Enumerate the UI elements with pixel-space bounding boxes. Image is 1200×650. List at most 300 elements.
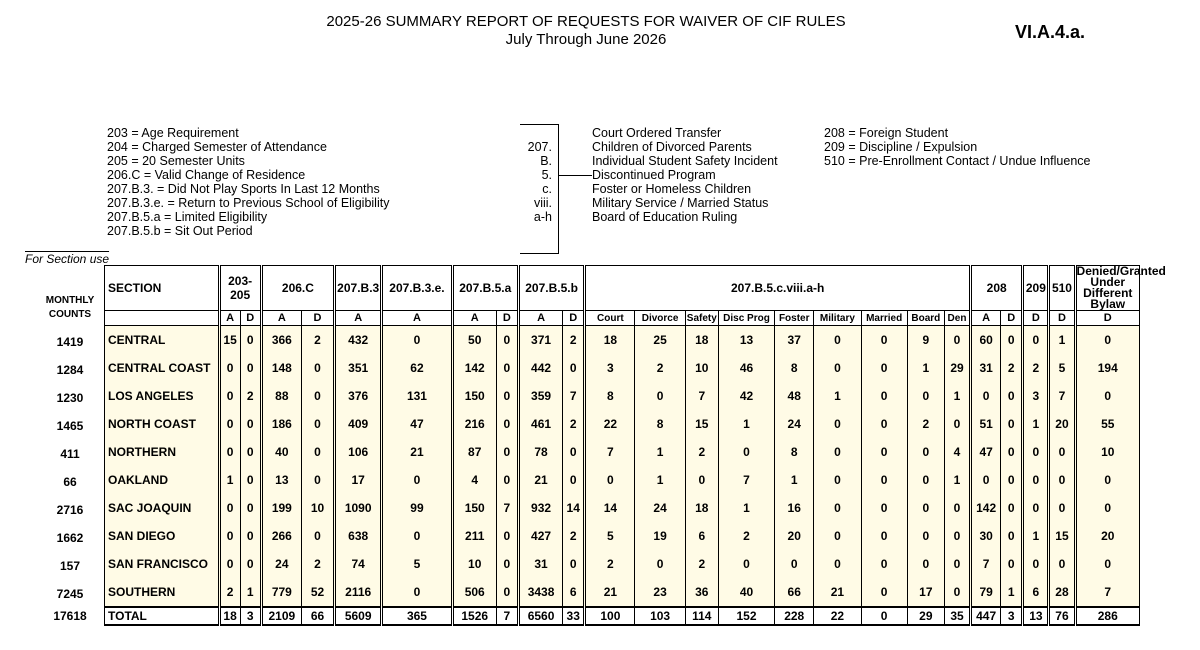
table-cell: 427 xyxy=(518,522,562,550)
table-cell: 199 xyxy=(261,494,301,522)
table-cell: 0 xyxy=(1049,494,1075,522)
table-cell: 0 xyxy=(814,494,861,522)
monthly-counts-column xyxy=(30,328,110,624)
legend-item: 205 = 20 Semester Units xyxy=(107,154,245,168)
table-cell: 50 xyxy=(452,326,496,355)
group-header: 207.B.3.e. xyxy=(382,266,452,311)
monthly-count: 157 xyxy=(59,559,81,573)
section-header: SECTION xyxy=(105,266,220,311)
table-cell: 779 xyxy=(261,578,301,607)
table-cell: 432 xyxy=(335,326,382,355)
monthly-count: 1284 xyxy=(56,363,84,377)
table-cell: 14 xyxy=(585,494,635,522)
table-cell: 9 xyxy=(907,326,944,355)
table-cell: 0 xyxy=(219,494,240,522)
table-cell: 10 xyxy=(452,550,496,578)
table-cell: 66 xyxy=(775,578,814,607)
table-cell: 0 xyxy=(219,382,240,410)
table-cell: 2 xyxy=(585,550,635,578)
table-cell: 0 xyxy=(635,550,685,578)
section-name: LOS ANGELES xyxy=(105,382,220,410)
report-title: 2025-26 SUMMARY REPORT OF REQUESTS FOR WAIVER OF CIF RULES xyxy=(326,13,846,30)
table-cell: 351 xyxy=(335,354,382,382)
table-cell: 228 xyxy=(775,607,814,625)
table-cell: 0 xyxy=(944,522,970,550)
table-cell: 0 xyxy=(563,354,585,382)
table-cell: 0 xyxy=(301,438,334,466)
legend-code-line: a-h xyxy=(533,210,552,224)
legend-code-stack xyxy=(522,140,552,224)
table-cell: 0 xyxy=(861,438,907,466)
table-cell: 1 xyxy=(240,578,261,607)
sub-header: A xyxy=(382,311,452,326)
table-cell: 194 xyxy=(1075,354,1139,382)
table-cell: 0 xyxy=(1001,550,1023,578)
table-cell: 0 xyxy=(718,550,774,578)
table-cell: 0 xyxy=(814,550,861,578)
table-cell: 0 xyxy=(944,550,970,578)
table-cell: 0 xyxy=(944,410,970,438)
table-cell: 0 xyxy=(496,466,518,494)
sub-header: D xyxy=(1049,311,1075,326)
legend-code-line: viii. xyxy=(533,196,552,210)
legend-item: Foster or Homeless Children xyxy=(592,182,752,196)
table-row xyxy=(105,578,1140,607)
table-cell: 40 xyxy=(261,438,301,466)
legend-item: 510 = Pre-Enrollment Contact / Undue Influence xyxy=(824,154,1091,168)
table-cell: 0 xyxy=(971,382,1001,410)
table-cell: 7 xyxy=(685,382,718,410)
legend-item: 203 = Age Requirement xyxy=(107,126,239,140)
table-cell: 0 xyxy=(1049,550,1075,578)
sub-header: A xyxy=(971,311,1001,326)
section-name: SAN DIEGO xyxy=(105,522,220,550)
table-cell: 211 xyxy=(452,522,496,550)
legend-column-1 xyxy=(107,126,389,238)
table-cell: 0 xyxy=(219,354,240,382)
table-cell: 16 xyxy=(775,494,814,522)
monthly-count: 1230 xyxy=(56,391,84,405)
table-cell: 0 xyxy=(496,578,518,607)
sub-header: D xyxy=(1023,311,1049,326)
group-header: 207.B.5.b xyxy=(518,266,584,311)
legend-item: Individual Student Safety Incident xyxy=(592,154,778,168)
table-cell: 0 xyxy=(382,578,452,607)
table-row xyxy=(105,326,1140,355)
table-cell: 0 xyxy=(775,550,814,578)
report-title-block xyxy=(0,13,1172,49)
sub-header: D xyxy=(1001,311,1023,326)
table-cell: 0 xyxy=(907,522,944,550)
table-cell: 0 xyxy=(718,438,774,466)
table-cell: 0 xyxy=(301,354,334,382)
table-cell: 131 xyxy=(382,382,452,410)
table-cell: 3 xyxy=(1023,382,1049,410)
table-cell: 3 xyxy=(585,354,635,382)
table-cell: 1 xyxy=(1023,410,1049,438)
table-cell: 30 xyxy=(971,522,1001,550)
legend-code-line: B. xyxy=(540,154,552,168)
table-cell: 28 xyxy=(1049,578,1075,607)
table-cell: 33 xyxy=(563,607,585,625)
table-cell: 1 xyxy=(1049,326,1075,355)
sub-header: A xyxy=(261,311,301,326)
table-row xyxy=(105,410,1140,438)
monthly-count: 1662 xyxy=(56,531,84,545)
table-cell: 60 xyxy=(971,326,1001,355)
table-cell: 442 xyxy=(518,354,562,382)
waiver-summary-table xyxy=(104,264,1166,626)
table-cell: 0 xyxy=(496,354,518,382)
table-cell: 0 xyxy=(814,438,861,466)
table-cell: 216 xyxy=(452,410,496,438)
table-cell: 638 xyxy=(335,522,382,550)
table-cell: 7 xyxy=(1075,578,1139,607)
table-cell: 0 xyxy=(861,354,907,382)
table-cell: 99 xyxy=(382,494,452,522)
table-cell: 3 xyxy=(1001,607,1023,625)
table-cell: 2 xyxy=(685,550,718,578)
legend-item: Children of Divorced Parents xyxy=(592,140,752,154)
table-cell: 8 xyxy=(775,354,814,382)
table-cell: 88 xyxy=(261,382,301,410)
table-cell: 62 xyxy=(382,354,452,382)
table-cell: 371 xyxy=(518,326,562,355)
table-cell: 17 xyxy=(907,578,944,607)
table-cell: 7 xyxy=(585,438,635,466)
table-cell: 150 xyxy=(452,494,496,522)
table-cell: 6560 xyxy=(518,607,562,625)
table-cell: 35 xyxy=(944,607,970,625)
table-cell: 266 xyxy=(261,522,301,550)
table-cell: 37 xyxy=(775,326,814,355)
table-cell: 0 xyxy=(496,522,518,550)
table-cell: 1 xyxy=(1001,578,1023,607)
section-name: OAKLAND xyxy=(105,466,220,494)
section-name: CENTRAL COAST xyxy=(105,354,220,382)
legend-item: Court Ordered Transfer xyxy=(592,126,722,140)
table-cell: 0 xyxy=(496,326,518,355)
table-cell: 7 xyxy=(1049,382,1075,410)
table-cell: 0 xyxy=(861,550,907,578)
table-cell: 78 xyxy=(518,438,562,466)
table-cell: 5609 xyxy=(335,607,382,625)
legend-code-line: 207. xyxy=(527,140,552,154)
table-cell: 2 xyxy=(1001,354,1023,382)
table-cell: 29 xyxy=(944,354,970,382)
table-cell: 0 xyxy=(1075,326,1139,355)
for-section-use-label: For Section use xyxy=(25,252,110,266)
table-cell: 286 xyxy=(1075,607,1139,625)
table-cell: 0 xyxy=(240,550,261,578)
table-cell: 23 xyxy=(635,578,685,607)
group-header: 209 xyxy=(1023,266,1049,311)
sub-header-row xyxy=(105,311,1140,326)
table-row xyxy=(105,522,1140,550)
group-header: 206.C xyxy=(261,266,334,311)
legend-item: 207.B.5.a = Limited Eligibility xyxy=(107,210,268,224)
group-header: 207.B.5.a xyxy=(452,266,518,311)
table-cell: 15 xyxy=(1049,522,1075,550)
table-cell: 150 xyxy=(452,382,496,410)
sub-header: Married xyxy=(861,311,907,326)
table-cell: 47 xyxy=(382,410,452,438)
table-row xyxy=(105,354,1140,382)
legend-column-2 xyxy=(592,126,778,224)
group-header: 510 xyxy=(1049,266,1075,311)
table-cell: 0 xyxy=(1001,382,1023,410)
table-cell: 18 xyxy=(219,607,240,625)
table-cell: 1 xyxy=(944,382,970,410)
table-cell: 0 xyxy=(861,522,907,550)
table-cell: 142 xyxy=(971,494,1001,522)
table-cell: 7 xyxy=(563,382,585,410)
table-cell: 0 xyxy=(685,466,718,494)
monthly-count: 1465 xyxy=(56,419,84,433)
table-cell: 8 xyxy=(635,410,685,438)
table-cell: 0 xyxy=(382,522,452,550)
table-cell: 0 xyxy=(1001,522,1023,550)
table-cell: 0 xyxy=(563,550,585,578)
table-cell: 0 xyxy=(1075,550,1139,578)
table-cell: 42 xyxy=(718,382,774,410)
table-cell: 8 xyxy=(775,438,814,466)
table-cell: 10 xyxy=(1075,438,1139,466)
table-cell: 22 xyxy=(585,410,635,438)
table-cell: 0 xyxy=(861,410,907,438)
table-cell: 0 xyxy=(1023,466,1049,494)
table-cell: 47 xyxy=(971,438,1001,466)
document-code: VI.A.4.a. xyxy=(1014,22,1085,42)
table-cell: 2 xyxy=(301,550,334,578)
table-cell: 0 xyxy=(814,326,861,355)
table-cell: 0 xyxy=(907,550,944,578)
table-cell: 46 xyxy=(718,354,774,382)
table-cell: 461 xyxy=(518,410,562,438)
table-cell: 0 xyxy=(219,438,240,466)
sub-header: D xyxy=(301,311,334,326)
table-cell: 1 xyxy=(907,354,944,382)
table-cell: 21 xyxy=(518,466,562,494)
section-name: SOUTHERN xyxy=(105,578,220,607)
table-cell: 21 xyxy=(585,578,635,607)
sub-header: Divorce xyxy=(635,311,685,326)
table-cell: 0 xyxy=(219,550,240,578)
table-cell: 6 xyxy=(563,578,585,607)
table-cell: 0 xyxy=(240,466,261,494)
table-cell: 5 xyxy=(585,522,635,550)
table-cell: 0 xyxy=(944,326,970,355)
table-cell: 100 xyxy=(585,607,635,625)
table-cell: 2 xyxy=(563,522,585,550)
table-cell: 0 xyxy=(240,494,261,522)
table-cell: 506 xyxy=(452,578,496,607)
table-row xyxy=(105,466,1140,494)
table-cell: 0 xyxy=(1001,438,1023,466)
table-cell: 0 xyxy=(382,466,452,494)
table-cell: 18 xyxy=(585,326,635,355)
table-cell: 2109 xyxy=(261,607,301,625)
table-cell: 48 xyxy=(775,382,814,410)
table-cell: 0 xyxy=(1049,466,1075,494)
table-cell: 7 xyxy=(718,466,774,494)
monthly-count: 66 xyxy=(63,475,77,489)
legend-item: 206.C = Valid Change of Residence xyxy=(107,168,306,182)
table-cell: 18 xyxy=(685,494,718,522)
table-row xyxy=(105,550,1140,578)
sub-header-blank xyxy=(105,311,220,326)
table-cell: 0 xyxy=(814,410,861,438)
table-cell: 10 xyxy=(685,354,718,382)
total-count: 17618 xyxy=(53,609,87,623)
table-cell: 40 xyxy=(718,578,774,607)
table-cell: 18 xyxy=(685,326,718,355)
table-cell: 1 xyxy=(635,466,685,494)
table-cell: 13 xyxy=(1023,607,1049,625)
table-cell: 2 xyxy=(219,578,240,607)
table-cell: 14 xyxy=(563,494,585,522)
table-cell: 142 xyxy=(452,354,496,382)
table-cell: 0 xyxy=(1023,326,1049,355)
table-cell: 87 xyxy=(452,438,496,466)
table-cell: 0 xyxy=(496,410,518,438)
table-cell: 0 xyxy=(240,438,261,466)
legend-code-line: 5. xyxy=(541,168,552,182)
table-cell: 6 xyxy=(685,522,718,550)
sub-header: Board xyxy=(907,311,944,326)
table-cell: 148 xyxy=(261,354,301,382)
table-cell: 13 xyxy=(261,466,301,494)
table-cell: 0 xyxy=(240,522,261,550)
table-cell: 1090 xyxy=(335,494,382,522)
sub-header: D xyxy=(1075,311,1139,326)
group-header: Denied/Granted Under Different Bylaw xyxy=(1076,264,1166,311)
table-cell: 0 xyxy=(563,466,585,494)
table-cell: 114 xyxy=(685,607,718,625)
table-cell: 24 xyxy=(635,494,685,522)
table-cell: 2 xyxy=(301,326,334,355)
table-cell: 365 xyxy=(382,607,452,625)
table-cell: 1 xyxy=(718,410,774,438)
table-cell: 1 xyxy=(219,466,240,494)
section-name: SAN FRANCISCO xyxy=(105,550,220,578)
table-cell: 0 xyxy=(240,410,261,438)
table-cell: 0 xyxy=(1001,466,1023,494)
total-row xyxy=(105,607,1140,625)
table-cell: 0 xyxy=(944,494,970,522)
group-header: 207.B.5.c.viii.a-h xyxy=(585,266,971,311)
table-cell: 15 xyxy=(219,326,240,355)
table-cell: 0 xyxy=(1001,494,1023,522)
table-cell: 932 xyxy=(518,494,562,522)
table-cell: 376 xyxy=(335,382,382,410)
table-cell: 103 xyxy=(635,607,685,625)
table-cell: 76 xyxy=(1049,607,1075,625)
table-cell: 0 xyxy=(301,522,334,550)
table-row xyxy=(105,438,1140,466)
sub-header: D xyxy=(496,311,518,326)
table-cell: 79 xyxy=(971,578,1001,607)
table-cell: 0 xyxy=(944,578,970,607)
table-cell: 20 xyxy=(1075,522,1139,550)
table-cell: 3438 xyxy=(518,578,562,607)
table-cell: 0 xyxy=(301,382,334,410)
sub-header: D xyxy=(563,311,585,326)
table-cell: 24 xyxy=(775,410,814,438)
table-cell: 0 xyxy=(1001,410,1023,438)
legend-item: 204 = Charged Semester of Attendance xyxy=(107,140,327,154)
table-cell: 74 xyxy=(335,550,382,578)
table-cell: 359 xyxy=(518,382,562,410)
table-cell: 0 xyxy=(1075,382,1139,410)
table-cell: 52 xyxy=(301,578,334,607)
table-cell: 1 xyxy=(944,466,970,494)
table-cell: 4 xyxy=(944,438,970,466)
sub-header: Disc Prog xyxy=(718,311,774,326)
legend-item: 207.B.3. = Did Not Play Sports In Last 12 Months xyxy=(107,182,380,196)
table-cell: 0 xyxy=(861,326,907,355)
table-cell: 1 xyxy=(718,494,774,522)
table-cell: 2 xyxy=(1023,354,1049,382)
section-name: CENTRAL xyxy=(105,326,220,355)
sub-header: A xyxy=(219,311,240,326)
legend-code-line: c. xyxy=(542,182,552,196)
table-cell: 0 xyxy=(585,466,635,494)
group-header: 207.B.3 xyxy=(335,266,382,311)
sub-header: Court xyxy=(585,311,635,326)
table-cell: 17 xyxy=(335,466,382,494)
sub-header: A xyxy=(335,311,382,326)
legend-item: 207.B.3.e. = Return to Previous School of Eligibility xyxy=(107,196,390,210)
table-cell: 25 xyxy=(635,326,685,355)
table-cell: 0 xyxy=(382,326,452,355)
table-cell: 0 xyxy=(240,354,261,382)
table-cell: 8 xyxy=(585,382,635,410)
legend-item: Military Service / Married Status xyxy=(592,196,769,210)
table-row xyxy=(105,494,1140,522)
table-cell: 5 xyxy=(1049,354,1075,382)
table-cell: 0 xyxy=(301,466,334,494)
table-cell: 21 xyxy=(814,578,861,607)
monthly-count: 411 xyxy=(60,447,80,461)
table-cell: 0 xyxy=(496,382,518,410)
table-cell: 0 xyxy=(219,522,240,550)
table-cell: 2 xyxy=(563,326,585,355)
table-cell: 0 xyxy=(814,354,861,382)
table-cell: 2 xyxy=(685,438,718,466)
table-cell: 106 xyxy=(335,438,382,466)
table-cell: 29 xyxy=(907,607,944,625)
table-cell: 0 xyxy=(861,494,907,522)
sub-header: Den xyxy=(944,311,970,326)
table-cell: 2 xyxy=(240,382,261,410)
table-cell: 0 xyxy=(861,382,907,410)
table-cell: 0 xyxy=(1023,438,1049,466)
table-cell: 0 xyxy=(563,438,585,466)
table-cell: 0 xyxy=(907,494,944,522)
section-name: TOTAL xyxy=(105,607,220,625)
table-cell: 2 xyxy=(563,410,585,438)
legend-item: Board of Education Ruling xyxy=(592,210,738,224)
table-cell: 0 xyxy=(907,438,944,466)
table-cell: 0 xyxy=(635,382,685,410)
table-cell: 0 xyxy=(1023,550,1049,578)
table-cell: 186 xyxy=(261,410,301,438)
table-cell: 0 xyxy=(907,382,944,410)
table-cell: 31 xyxy=(518,550,562,578)
legend-item: Discontinued Program xyxy=(592,168,716,182)
table-cell: 0 xyxy=(219,410,240,438)
